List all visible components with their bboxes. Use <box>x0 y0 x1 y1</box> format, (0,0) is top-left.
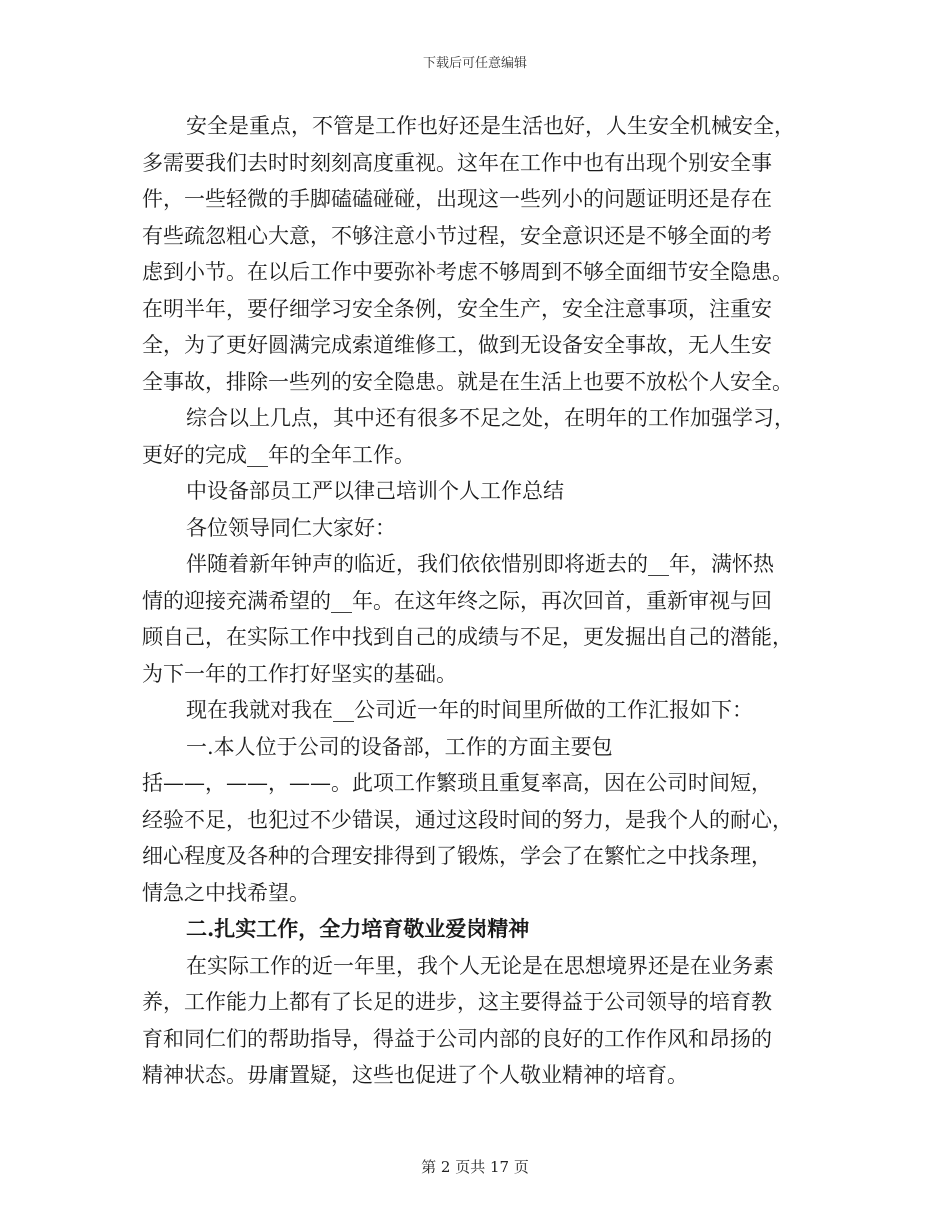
paragraph-line: 现在我就对我在__公司近一年的时间里所做的工作汇报如下： <box>186 698 753 722</box>
paragraph-line: 一.本人位于公司的设备部，工作的方面主要包 <box>186 734 613 759</box>
section-heading: 二.扎实工作，全力培育敬业爱岗精神 <box>186 916 530 941</box>
paragraph-line: 顾自己，在实际工作中找到自己的成绩与不足，更发掘出自己的潜能， <box>142 625 793 649</box>
paragraph-line: 情急之中找希望。 <box>142 880 310 905</box>
paragraph-line: 在实际工作的近一年里，我个人无论是在思想境界还是在业务素 <box>186 953 774 978</box>
document-body <box>142 108 810 1094</box>
paragraph-line: 细心程度及各种的合理安排得到了锻炼，学会了在繁忙之中找条理， <box>142 844 772 868</box>
page-header: 下载后可任意编辑 <box>422 56 527 71</box>
salutation: 各位领导同仁大家好： <box>186 515 396 540</box>
paragraph-line: 全事故，排除一些列的安全隐患。就是在生活上也要不放松个人安全。 <box>142 369 793 394</box>
section-title: 中设备部员工严以律己培训个人工作总结 <box>186 479 564 503</box>
paragraph-line: 经验不足，也犯过不少错误，通过这段时间的努力，是我个人的耐心， <box>142 807 793 832</box>
paragraph-line: 虑到小节。在以后工作中要弥补考虑不够周到不够全面细节安全隐患。 <box>142 260 793 284</box>
paragraph-line: 伴随着新年钟声的临近，我们依依惜别即将逝去的__年，满怀热 <box>186 552 774 576</box>
paragraph-line: 更好的完成__年的全年工作。 <box>142 442 415 467</box>
paragraph-line: 件，一些轻微的手脚磕磕碰碰，出现这一些列小的问题证明还是存在 <box>142 187 772 211</box>
paragraph-line: 有些疏忽粗心大意，不够注意小节过程，安全意识还是不够全面的考 <box>142 223 772 248</box>
paragraph-line: 安全是重点，不管是工作也好还是生活也好，人生安全机械安全， <box>186 114 795 138</box>
page-number: 第 2 页共 17 页 <box>421 1158 529 1176</box>
paragraph-line: 育和同仁们的帮助指导，得益于公司内部的良好的工作作风和昂扬的 <box>142 1026 772 1051</box>
paragraph-line: 精神状态。毋庸置疑，这些也促进了个人敬业精神的培育。 <box>142 1063 688 1087</box>
paragraph-line: 养，工作能力上都有了长足的进步，这主要得益于公司领导的培育教 <box>142 990 772 1014</box>
paragraph-line: 综合以上几点，其中还有很多不足之处，在明年的工作加强学习， <box>186 406 795 430</box>
paragraph-line: 全，为了更好圆满完成索道维修工，做到无设备安全事故，无人生安 <box>142 333 772 357</box>
paragraph-line: 括——，——，——。此项工作繁琐且重复率高，因在公司时间短， <box>142 771 772 795</box>
paragraph-line: 在明半年，要仔细学习安全条例，安全生产，安全注意事项，注重安 <box>142 296 772 321</box>
paragraph-line: 多需要我们去时时刻刻高度重视。这年在工作中也有出现个别安全事 <box>142 150 772 175</box>
paragraph-line: 情的迎接充满希望的__年。在这年终之际，再次回首，重新审视与回 <box>142 588 772 613</box>
paragraph-line: 为下一年的工作打好坚实的基础。 <box>142 661 457 686</box>
